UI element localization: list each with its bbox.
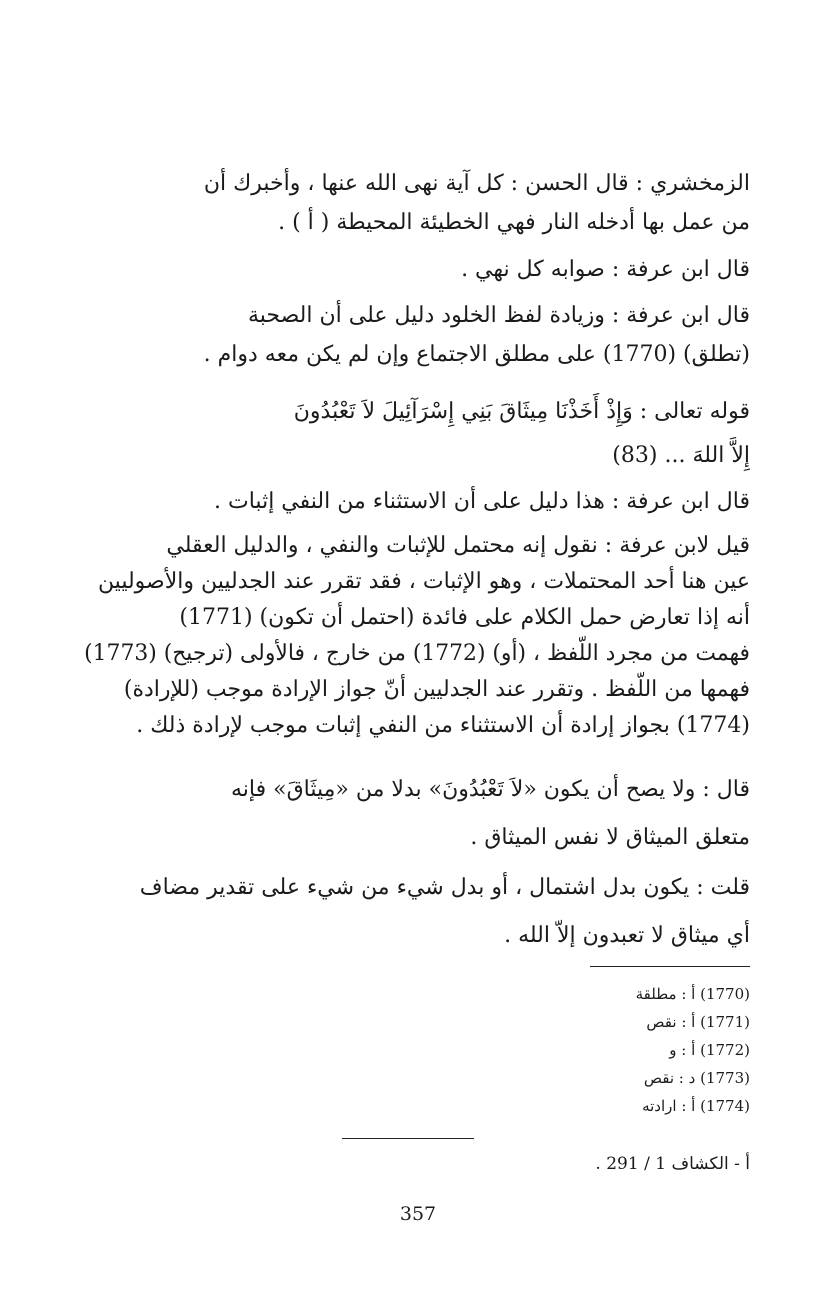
footnote-separator [590,966,750,967]
paragraph-ibn-arafa-1 [84,250,750,289]
text-line: الزمخشري : قال الحسن : كل آية نهى الله عنها ، وأخبرك أن [203,171,750,196]
text-line: فهمت من مجرد اللّفظ ، (أو) (1772) من خارج ، فالأولى (ترجيح) (1773) [84,641,750,666]
page-number: 357 [399,1203,437,1225]
paragraph-qultu [84,864,750,960]
paragraph-qila [84,528,750,744]
source-note: أ - الكشاف 1 / 291 . [595,1154,750,1174]
footnote-text: أ : و [669,1041,696,1059]
text-line: أنه إذا تعارض حمل الكلام على فائدة (احتمل أن تكون) (1771) [179,605,750,630]
footnote-text: أ : مطلقة [635,985,696,1003]
text-line: من عمل بها أدخله النار فهي الخطيئة المحيطة ( أ ) . [278,210,750,235]
text-line: أي ميثاق لا تعبدون إلاّ الله . [504,923,750,948]
text-line: قال : ولا يصح أن يكون «لاَ تَعْبُدُونَ» بدلا من «مِيثَاقَ» فإنه [231,777,750,802]
text-line: متعلق الميثاق لا نفس الميثاق . [470,825,750,850]
footnote-text: أ : ارادته [642,1097,696,1115]
source-separator [342,1138,474,1139]
footnote-text: د : نقص [643,1069,696,1087]
paragraph-qala [84,766,750,862]
footnote-number: (1770) [700,985,750,1003]
text-line: (تطلق) (1770) على مطلق الاجتماع وإن لم يكن معه دوام . [203,342,750,367]
text-line: قلت : يكون بدل اشتمال ، أو بدل شيء من شيء على تقدير مضاف [139,875,750,900]
footnote [550,1036,750,1064]
footnote-number: (1772) [700,1041,750,1059]
paragraph-ibn-arafa-3 [84,482,750,521]
text-line: قال ابن عرفة : صوابه كل نهي . [461,257,750,282]
paragraph-verse [84,390,750,478]
text-line: (1774) بجواز إرادة أن الاستثناء من النفي إثبات موجب لإرادة ذلك . [136,713,750,738]
footnote [550,1008,750,1036]
text-line: عين هنا أحد المحتملات ، وهو الإثبات ، فقد تقرر عند الجدليين والأصوليين [97,569,750,594]
footnote-number: (1771) [700,1013,750,1031]
footnote [550,1092,750,1120]
verse-line: إِلاَّ اللهَ ... (83) [612,443,750,468]
text-line: قال ابن عرفة : هذا دليل على أن الاستثناء من النفي إثبات . [214,489,750,514]
text-line: فهمها من اللّفظ . وتقرر عند الجدليين أنّ جواز الإرادة موجب (للإرادة) [123,677,750,702]
verse-line: قوله تعالى : وَإِذْ أَخَذْنَا مِيثَاقَ بَنِي إِسْرَآئِيلَ لاَ تَعْبُدُونَ [293,399,750,424]
footnote [550,1064,750,1092]
footnote-number: (1774) [700,1097,750,1115]
footnote-text: أ : نقص [646,1013,696,1031]
paragraph-ibn-arafa-2 [84,296,750,374]
text-line: قيل لابن عرفة : نقول إنه محتمل للإثبات والنفي ، والدليل العقلي [166,533,750,558]
paragraph-zamakhshari [84,164,750,242]
text-line: قال ابن عرفة : وزيادة لفظ الخلود دليل على أن الصحبة [247,303,750,328]
footnote-number: (1773) [700,1069,750,1087]
footnote [550,980,750,1008]
